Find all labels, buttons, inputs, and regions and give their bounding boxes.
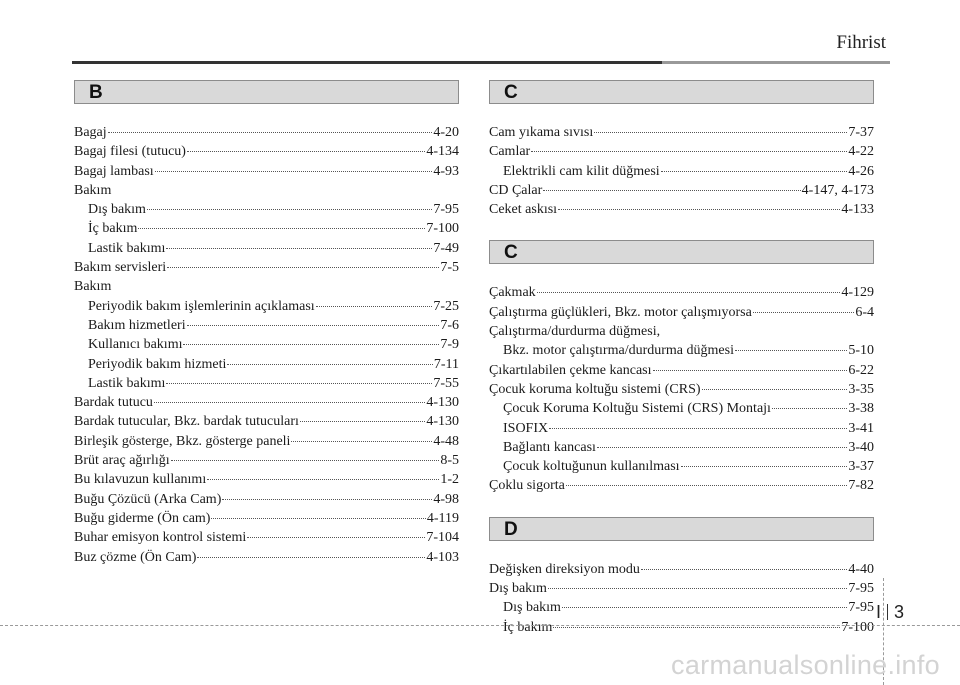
page-number xyxy=(876,602,904,623)
index-subentry xyxy=(74,239,459,258)
dot-leader xyxy=(753,312,854,313)
index-entry xyxy=(74,277,459,296)
entry-page-ref: 4-40 xyxy=(848,561,874,577)
entry-page-ref: 3-37 xyxy=(848,459,874,475)
entry-page-ref: 7-104 xyxy=(426,530,459,546)
entry-page-ref: 3-38 xyxy=(848,401,874,417)
page-section: I xyxy=(875,602,881,622)
entry-page-ref: 7-25 xyxy=(433,298,459,314)
dot-leader xyxy=(207,479,439,480)
dot-leader xyxy=(537,292,841,293)
entry-label: Buğu Çözücü (Arka Cam) xyxy=(74,491,222,507)
entry-label: Çoklu sigorta xyxy=(489,478,565,494)
entry-page-ref: 4-134 xyxy=(426,144,459,160)
dot-leader xyxy=(222,499,432,500)
index-subentry xyxy=(489,618,874,637)
dot-leader xyxy=(147,209,432,210)
index-entry xyxy=(74,123,459,142)
index-entry xyxy=(74,393,459,412)
entry-page-ref: 3-41 xyxy=(848,420,874,436)
entry-label: Camlar xyxy=(489,144,531,160)
section-letter: B xyxy=(89,82,103,103)
entry-label: İç bakım xyxy=(88,221,138,237)
dot-leader xyxy=(171,460,440,461)
dot-leader xyxy=(108,132,433,133)
entry-page-ref: 5-10 xyxy=(848,343,874,359)
index-entry xyxy=(74,509,459,528)
index-subentry xyxy=(74,316,459,335)
entry-label: Periyodik bakım işlemlerinin açıklaması xyxy=(88,298,315,314)
section-header-bar xyxy=(489,80,874,104)
index-entry xyxy=(74,162,459,181)
dot-leader xyxy=(562,607,847,608)
entry-label: Dış bakım xyxy=(489,581,547,597)
dot-leader xyxy=(702,389,848,390)
dot-leader xyxy=(166,383,432,384)
entry-page-ref: 7-6 xyxy=(440,317,459,333)
dot-leader xyxy=(300,421,425,422)
entry-page-ref: 4-48 xyxy=(433,433,459,449)
entry-page-ref: 4-119 xyxy=(426,510,459,526)
section-header-bar xyxy=(489,517,874,541)
index-entry xyxy=(489,322,874,341)
entry-label: Çakmak xyxy=(489,285,536,301)
index-entry xyxy=(489,303,874,322)
entry-page-ref: 6-22 xyxy=(848,362,874,378)
dot-leader xyxy=(155,171,433,172)
index-entry xyxy=(489,361,874,380)
section-letter: C xyxy=(504,82,518,103)
entry-label: Lastik bakımı xyxy=(88,240,166,256)
watermark-text: carmanualsonline.info xyxy=(671,650,940,680)
dot-leader xyxy=(653,370,848,371)
entry-label: Buğu giderme (Ön cam) xyxy=(74,510,211,526)
entry-label: Dış bakım xyxy=(503,600,561,616)
dot-leader xyxy=(138,228,425,229)
entry-label: CD Çalar xyxy=(489,182,543,198)
entry-page-ref: 4-98 xyxy=(433,491,459,507)
entry-page-ref: 4-93 xyxy=(433,163,459,179)
index-entry xyxy=(489,283,874,302)
index-entry xyxy=(74,548,459,567)
index-entry xyxy=(489,579,874,598)
index-entry xyxy=(489,181,874,200)
entry-page-ref: 7-9 xyxy=(440,337,459,353)
dot-leader xyxy=(316,306,433,307)
index-subentry xyxy=(489,341,874,360)
footer-dashed-rule xyxy=(0,625,960,626)
entry-label: Cam yıkama sıvısı xyxy=(489,125,594,140)
index-entry xyxy=(74,412,459,431)
index-entry-list xyxy=(74,123,459,567)
entry-page-ref: 4-129 xyxy=(841,285,874,301)
dot-leader xyxy=(641,569,847,570)
entry-page-ref: 4-103 xyxy=(426,549,459,565)
index-entry xyxy=(489,123,874,142)
entry-page-ref: 7-55 xyxy=(433,375,459,391)
dot-leader xyxy=(661,171,848,172)
entry-label: Bakım hizmetleri xyxy=(88,317,186,333)
dot-leader xyxy=(772,408,847,409)
dot-leader xyxy=(187,151,425,152)
entry-label: Çocuk koltuğunun kullanılması xyxy=(503,459,680,475)
entry-label: Çalıştırma güçlükleri, Bkz. motor çalışmıyorsa xyxy=(489,304,752,320)
index-entry xyxy=(74,528,459,547)
dot-leader xyxy=(187,325,440,326)
page-number-separator xyxy=(887,604,888,620)
entry-label: Çalıştırma/durdurma düğmesi, xyxy=(489,324,661,340)
entry-label: Birleşik gösterge, Bkz. gösterge paneli xyxy=(74,433,291,449)
index-entry xyxy=(74,470,459,489)
index-subentry xyxy=(74,374,459,393)
dot-leader xyxy=(566,485,847,486)
entry-label: Bardak tutucular, Bkz. bardak tutucuları xyxy=(74,414,299,430)
index-subentry xyxy=(74,200,459,219)
entry-page-ref: 3-35 xyxy=(848,381,874,397)
index-entry xyxy=(489,560,874,579)
dot-leader xyxy=(594,132,847,133)
page-number-value: 3 xyxy=(893,602,904,622)
entry-page-ref: 3-40 xyxy=(848,439,874,455)
entry-page-ref: 7-5 xyxy=(440,260,459,276)
entry-label: Bardak tutucu xyxy=(74,395,153,411)
index-entry xyxy=(74,258,459,277)
dot-leader xyxy=(558,209,840,210)
entry-label: Dış bakım xyxy=(88,202,146,218)
entry-label: Bkz. motor çalıştırma/durdurma düğmesi xyxy=(503,343,734,359)
dot-leader xyxy=(166,248,432,249)
index-subentry xyxy=(489,457,874,476)
dot-leader xyxy=(183,344,439,345)
entry-label: Bagaj lambası xyxy=(74,163,154,179)
entry-page-ref: 4-26 xyxy=(848,163,874,179)
entry-label: Elektrikli cam kilit düğmesi xyxy=(503,163,660,179)
entry-page-ref: 4-130 xyxy=(426,395,459,411)
section-letter: D xyxy=(504,518,518,540)
dot-leader xyxy=(167,267,439,268)
entry-page-ref: 7-95 xyxy=(848,581,874,597)
entry-page-ref: 4-147, 4-173 xyxy=(801,182,874,198)
index-subentry xyxy=(489,438,874,457)
dot-leader xyxy=(553,627,840,628)
entry-page-ref: 4-22 xyxy=(848,144,874,160)
entry-page-ref: 7-82 xyxy=(848,478,874,494)
entry-label: Bagaj filesi (tutucu) xyxy=(74,144,186,160)
entry-label: Buz çözme (Ön Cam) xyxy=(74,549,197,565)
entry-page-ref: 4-20 xyxy=(433,125,459,140)
entry-label: Brüt araç ağırlığı xyxy=(74,453,170,469)
dot-leader xyxy=(681,466,848,467)
dot-leader xyxy=(211,518,425,519)
dot-leader xyxy=(735,350,847,351)
entry-page-ref: 7-37 xyxy=(848,125,874,140)
index-subentry xyxy=(489,399,874,418)
entry-label: Bakım servisleri xyxy=(74,260,167,276)
index-subentry xyxy=(489,419,874,438)
index-entry xyxy=(74,142,459,161)
entry-label: Lastik bakımı xyxy=(88,375,166,391)
section-gap xyxy=(489,219,874,240)
entry-label: Kullanıcı bakımı xyxy=(88,337,183,353)
index-entry xyxy=(74,490,459,509)
dot-leader xyxy=(549,428,847,429)
section-header-bar xyxy=(489,240,874,264)
dot-leader xyxy=(247,537,425,538)
entry-page-ref: 7-95 xyxy=(848,600,874,616)
entry-page-ref: 7-100 xyxy=(841,619,874,635)
index-subentry xyxy=(489,162,874,181)
index-entry xyxy=(74,181,459,200)
dot-leader xyxy=(543,190,800,191)
dot-leader xyxy=(291,441,432,442)
dot-leader xyxy=(548,588,847,589)
entry-label: Bağlantı kancası xyxy=(503,439,596,455)
entry-label: İç bakım xyxy=(503,619,553,635)
index-column-right xyxy=(489,80,874,637)
entry-label: Buhar emisyon kontrol sistemi xyxy=(74,530,247,546)
index-subentry xyxy=(74,219,459,238)
index-subentry xyxy=(489,598,874,617)
index-entry xyxy=(489,380,874,399)
entry-label: Bu kılavuzun kullanımı xyxy=(74,472,207,488)
dot-leader xyxy=(531,151,847,152)
entry-label: Değişken direksiyon modu xyxy=(489,561,640,577)
dot-leader xyxy=(227,364,432,365)
index-entry xyxy=(489,476,874,495)
entry-label: Ceket askısı xyxy=(489,202,558,218)
index-entry xyxy=(74,432,459,451)
entry-label: Çıkartılabilen çekme kancası xyxy=(489,362,652,378)
dot-leader xyxy=(597,447,847,448)
dot-leader xyxy=(154,402,425,403)
index-entry xyxy=(489,200,874,219)
index-entry xyxy=(489,142,874,161)
section-gap xyxy=(489,496,874,517)
index-column-left xyxy=(74,80,459,567)
entry-label: Bakım xyxy=(74,182,112,198)
entry-label: Bagaj xyxy=(74,125,107,140)
entry-page-ref: 6-4 xyxy=(855,304,874,320)
section-letter: C xyxy=(504,242,518,264)
index-subentry xyxy=(74,335,459,354)
section-header-bar xyxy=(74,80,459,104)
entry-page-ref: 4-130 xyxy=(426,414,459,430)
entry-page-ref: 7-100 xyxy=(426,221,459,237)
index-entry-list xyxy=(489,123,874,219)
index-entry xyxy=(74,451,459,470)
entry-page-ref: 7-95 xyxy=(433,202,459,218)
index-subentry xyxy=(74,297,459,316)
page-header-title: Fihrist xyxy=(836,32,886,53)
header-rule-light xyxy=(662,61,890,64)
dot-leader xyxy=(197,557,425,558)
entry-label: Bakım xyxy=(74,279,112,295)
entry-page-ref: 8-5 xyxy=(440,453,459,469)
entry-page-ref: 7-11 xyxy=(433,356,459,372)
entry-label: Çocuk koruma koltuğu sistemi (CRS) xyxy=(489,381,701,397)
entry-page-ref: 4-133 xyxy=(841,202,874,218)
entry-page-ref: 7-49 xyxy=(433,240,459,256)
index-entry-list xyxy=(489,283,874,495)
entry-label: Çocuk Koruma Koltuğu Sistemi (CRS) Montajı xyxy=(503,401,771,417)
entry-label: Periyodik bakım hizmeti xyxy=(88,356,227,372)
entry-page-ref: 1-2 xyxy=(440,472,459,488)
index-subentry xyxy=(74,355,459,374)
header-rule xyxy=(72,61,662,64)
entry-label: ISOFIX xyxy=(503,420,549,436)
